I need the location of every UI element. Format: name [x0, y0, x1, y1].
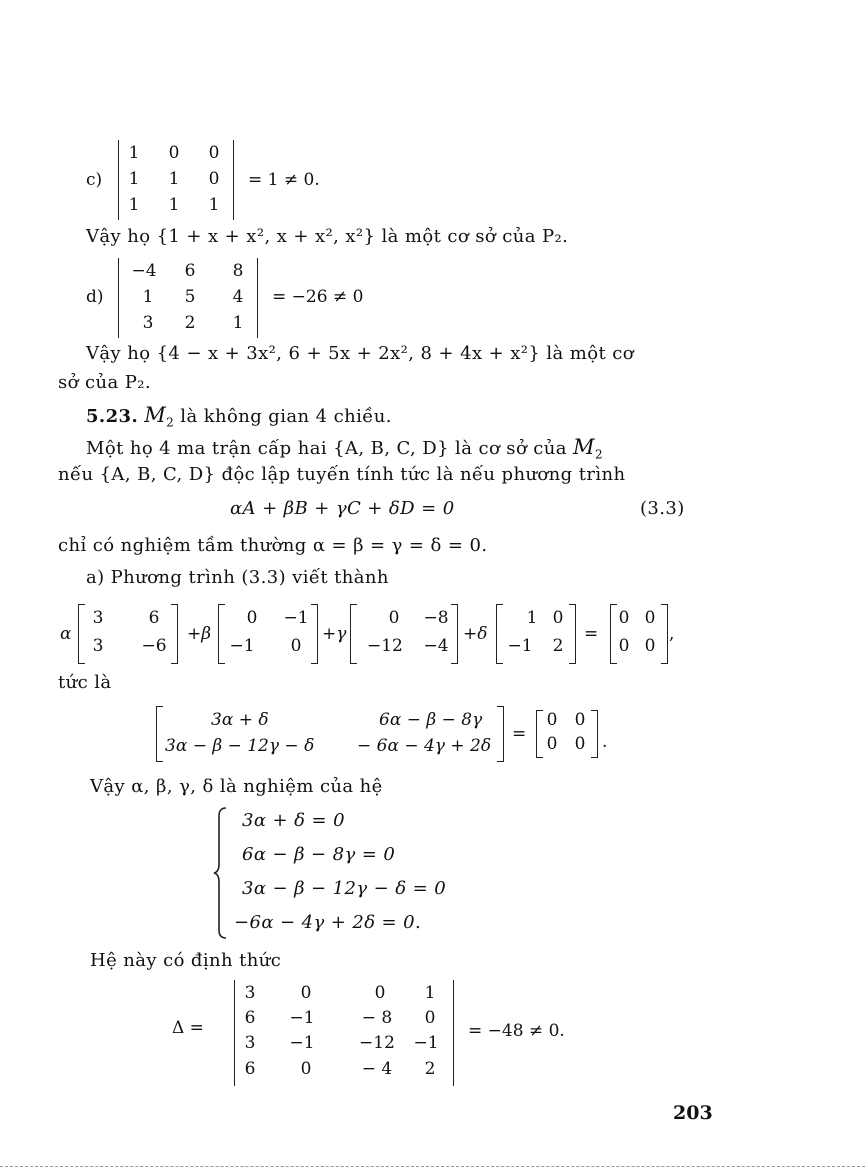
bracket-tick: [171, 604, 177, 605]
det-c-cell: 0: [208, 169, 220, 189]
det-c-cell: 0: [208, 143, 220, 163]
system-eq-1: 3α + δ = 0: [242, 810, 345, 831]
det-d-cell: 1: [232, 313, 244, 333]
m2-symbol: M: [144, 403, 167, 427]
det-c-cell: 1: [208, 195, 220, 215]
matrix-cell: 1: [526, 608, 538, 628]
big-matrix-cell: 3α + δ: [211, 710, 269, 730]
tuc-la: tức là: [58, 672, 112, 693]
zero-matrix: [610, 604, 668, 664]
det-delta-cell: − 8: [361, 1008, 393, 1028]
det-delta-cell: 1: [424, 983, 436, 1003]
comma: ,: [669, 624, 675, 644]
big-matrix: [156, 706, 504, 762]
det-delta-cell: 3: [244, 983, 256, 1003]
det-d-cell: 4: [232, 287, 244, 307]
period: .: [602, 732, 608, 752]
matrix-cell: −1: [507, 636, 533, 656]
matrix-cell: 6: [148, 608, 160, 628]
matrix-cell: −6: [141, 636, 167, 656]
matrix-cell: 0: [552, 608, 564, 628]
delta-label: Δ =: [172, 1018, 204, 1038]
system-eq-3: 3α − β − 12γ − δ = 0: [242, 878, 447, 899]
bracket-tick: [661, 663, 667, 664]
matrix-cell: −4: [423, 636, 449, 656]
det-d-cell: 1: [142, 287, 154, 307]
det-c-cell: 1: [128, 143, 140, 163]
matrix-3: [350, 604, 458, 664]
det-d-result: = −26 ≠ 0: [272, 287, 364, 307]
det-d: [118, 258, 258, 338]
equation-tag: (3.3): [640, 498, 685, 519]
equation-3-3: αA + βB + γC + δD = 0: [230, 498, 455, 519]
zero-matrix-2: [536, 710, 598, 758]
bracket-tick: [311, 663, 317, 664]
bracket-tick: [171, 663, 177, 664]
matrix-cell: 0: [290, 636, 302, 656]
bracket-tick: [451, 604, 457, 605]
page-number: 203: [673, 1102, 713, 1124]
matrix-cell: 0: [246, 608, 258, 628]
det-c-cell: 1: [128, 195, 140, 215]
big-matrix-cell: 3α − β − 12γ − δ: [165, 736, 315, 756]
para1-line-2: nếu {A, B, C, D} độc lập tuyến tính tức là nếu phương trình: [58, 464, 626, 485]
bracket-tick: [591, 710, 597, 711]
alpha-coef: α: [60, 624, 72, 644]
det-d-label: d): [86, 287, 104, 307]
system-eq-2: 6α − β − 8γ = 0: [242, 844, 396, 865]
det-d-cell: −4: [131, 261, 157, 281]
det-delta-cell: −1: [289, 1033, 315, 1053]
det-d-cell: 5: [184, 287, 196, 307]
det-d-cell: 8: [232, 261, 244, 281]
basis-d-line-1: Vậy họ {4 − x + 3x², 6 + 5x + 2x², 8 + 4x + x²} là một cơ: [86, 343, 634, 364]
matrix-cell: 0: [644, 608, 656, 628]
det-delta-result: = −48 ≠ 0.: [468, 1021, 565, 1041]
det-delta-cell: 0: [424, 1008, 436, 1028]
bracket-tick: [497, 706, 503, 707]
gamma-coef: +γ: [322, 624, 347, 644]
section-text: là không gian 4 chiều.: [174, 406, 392, 427]
det-c-cell: 1: [168, 195, 180, 215]
system-eq-4: −6α − 4γ + 2δ = 0.: [234, 912, 422, 933]
matrix-cell: −12: [367, 636, 403, 656]
matrix-cell: 2: [552, 636, 564, 656]
matrix-cell: −1: [229, 636, 255, 656]
part-a-line: a) Phương trình (3.3) viết thành: [86, 567, 389, 588]
matrix-2: [218, 604, 318, 664]
bracket-tick: [497, 761, 503, 762]
para1-text: Một họ 4 ma trận cấp hai {A, B, C, D} là cơ sở của: [86, 438, 574, 459]
det-d-cell: 6: [184, 261, 196, 281]
matrix-cell: 0: [644, 636, 656, 656]
det-delta-cell: 6: [244, 1059, 256, 1079]
page-edge: [0, 1166, 865, 1167]
matrix-cell: 0: [618, 608, 630, 628]
beta-coef: +β: [187, 624, 212, 644]
equals-sign: =: [512, 724, 527, 744]
matrix-cell: 0: [546, 710, 558, 730]
det-c-result: = 1 ≠ 0.: [248, 170, 320, 190]
matrix-cell: 3: [92, 608, 104, 628]
det-c-cell: 1: [128, 169, 140, 189]
basis-c-line: Vậy họ {1 + x + x², x + x², x²} là một cơ sở của P₂.: [86, 226, 569, 247]
det-delta-cell: −12: [359, 1033, 395, 1053]
bracket-tick: [311, 604, 317, 605]
det-d-cell: 3: [142, 313, 154, 333]
det-delta-cell: −1: [289, 1008, 315, 1028]
bracket-tick: [661, 604, 667, 605]
matrix-cell: 0: [574, 710, 586, 730]
m2-subscript: 2: [166, 415, 175, 430]
bracket-tick: [569, 663, 575, 664]
matrix-4: [496, 604, 576, 664]
det-delta-cell: − 4: [361, 1059, 393, 1079]
det-delta-cell: 3: [244, 1033, 256, 1053]
det-delta-cell: 2: [424, 1059, 436, 1079]
para2: chỉ có nghiệm tầm thường α = β = γ = δ = 0.: [58, 535, 488, 556]
matrix-cell: 0: [618, 636, 630, 656]
det-c-cell: 1: [168, 169, 180, 189]
det-delta-cell: 0: [300, 983, 312, 1003]
matrix-1: [78, 604, 178, 664]
determinant-line: Hệ này có định thức: [90, 950, 282, 971]
det-c: [118, 140, 234, 220]
para1-line-1: [86, 435, 603, 462]
bracket-tick: [451, 663, 457, 664]
basis-d-line-2: sở của P₂.: [58, 372, 151, 393]
det-c-label: c): [86, 170, 103, 190]
det-delta-cell: 6: [244, 1008, 256, 1028]
delta-coef: +δ: [463, 624, 488, 644]
det-delta-cell: −1: [413, 1033, 439, 1053]
big-matrix-cell: − 6α − 4γ + 2δ: [357, 736, 492, 756]
matrix-cell: 0: [574, 734, 586, 754]
bracket-tick: [569, 604, 575, 605]
det-delta: [234, 980, 454, 1086]
m2-subscript: 2: [594, 447, 603, 462]
matrix-cell: −1: [283, 608, 309, 628]
det-c-cell: 0: [168, 143, 180, 163]
big-matrix-cell: 6α − β − 8γ: [379, 710, 483, 730]
bracket-tick: [591, 757, 597, 758]
matrix-cell: 0: [388, 608, 400, 628]
matrix-cell: −8: [423, 608, 449, 628]
system-brace: [212, 806, 232, 940]
solution-line: Vậy α, β, γ, δ là nghiệm của hệ: [90, 776, 383, 797]
section-heading: [86, 403, 392, 430]
m2-symbol: M: [573, 435, 595, 459]
det-delta-cell: 0: [300, 1059, 312, 1079]
det-d-cell: 2: [184, 313, 196, 333]
det-delta-cell: 0: [374, 983, 386, 1003]
equals-sign: =: [584, 624, 599, 644]
matrix-cell: 3: [92, 636, 104, 656]
section-number: 5.23.: [86, 406, 139, 427]
matrix-cell: 0: [546, 734, 558, 754]
